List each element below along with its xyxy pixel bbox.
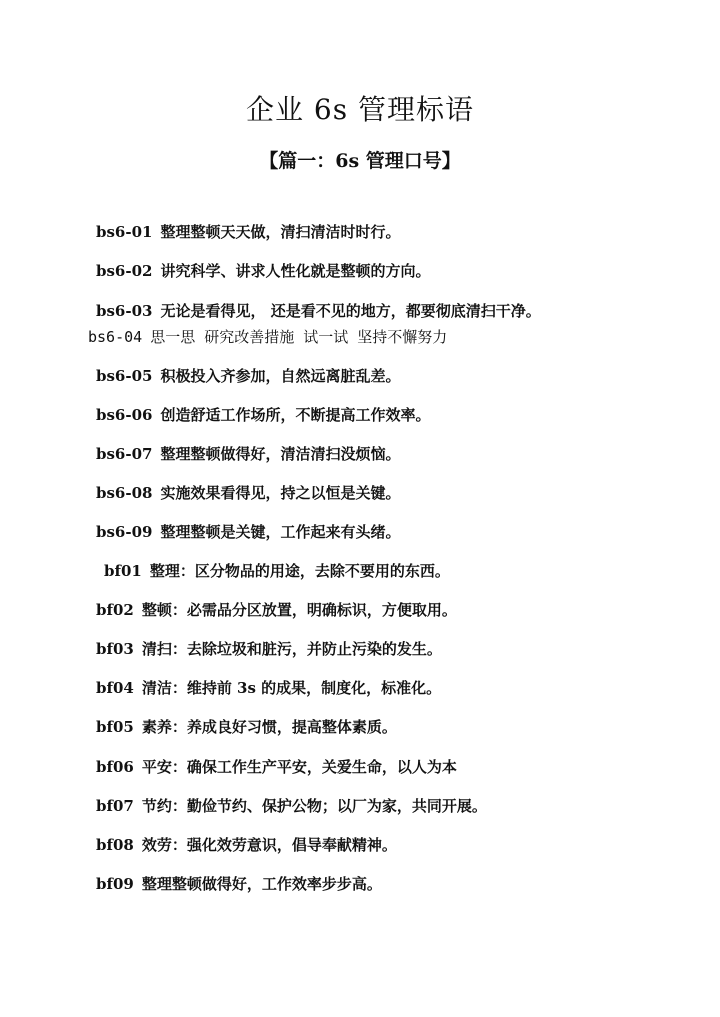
slogan-code: bf07: [96, 797, 134, 815]
list-item: [96, 600, 457, 620]
list-item: [96, 301, 541, 321]
slogan-text: 整理整顿是关键，工作起来有头绪。: [160, 523, 401, 541]
slogan-text: 整理整顿做得好，清洁清扫没烦恼。: [160, 445, 401, 463]
slogan-text: 实施效果看得见，持之以恒是关键。: [160, 484, 401, 502]
slogan-code: bf01: [104, 562, 142, 580]
slogan-text: 素养：养成良好习惯，提高整体素质。: [141, 718, 397, 736]
slogan-text: 无论是看得见， 还是看不见的地方，都要彻底清扫干净。: [160, 302, 541, 320]
slogan-code: bs6-05: [96, 367, 153, 385]
slogan-text: 清洁：维持前 3s 的成果，制度化，标准化。: [141, 679, 442, 697]
slogan-text: 创造舒适工作场所，不断提高工作效率。: [160, 406, 431, 424]
slogan-code: bs6-09: [96, 523, 153, 541]
slogan-code: bs6-03: [96, 302, 153, 320]
list-item: [96, 522, 401, 542]
slogan-text: 积极投入齐参加，自然远离脏乱差。: [160, 367, 401, 385]
list-item: [96, 835, 397, 855]
slogan-code: bf03: [96, 640, 134, 658]
list-item: [96, 717, 397, 737]
slogan-text: 整理整顿天天做，清扫清洁时时行。: [160, 223, 401, 241]
slogan-code: bf04: [96, 679, 134, 697]
slogan-text: 清扫：去除垃圾和脏污，并防止污染的发生。: [141, 640, 442, 658]
slogan-code: bs6-02: [96, 262, 153, 280]
list-item: [96, 796, 487, 816]
slogan-text: 整顿：必需品分区放置，明确标识，方便取用。: [141, 601, 457, 619]
slogan-code: bf08: [96, 836, 134, 854]
slogan-code: bf09: [96, 875, 134, 893]
slogan-code: bs6-06: [96, 406, 153, 424]
slogan-code: bs6-01: [96, 223, 153, 241]
slogan-code: bs6-04: [88, 328, 143, 346]
list-item: [88, 327, 447, 347]
list-item: [96, 639, 442, 659]
slogan-text: 讲究科学、讲求人性化就是整顿的方向。: [160, 262, 431, 280]
list-item: [96, 366, 401, 386]
list-item: [96, 222, 401, 242]
slogan-code: bf02: [96, 601, 134, 619]
page-title: 企业 6s 管理标语: [246, 93, 474, 126]
list-item: [104, 561, 450, 581]
slogan-text: 整理整顿做得好，工作效率步步高。: [141, 875, 382, 893]
list-item: [96, 757, 457, 777]
slogan-text: 思一思 研究改善措施 试一试 坚持不懈努力: [150, 328, 448, 346]
slogan-code: bs6-07: [96, 445, 153, 463]
slogan-text: 效劳：强化效劳意识，倡导奉献精神。: [141, 836, 397, 854]
slogan-code: bf05: [96, 718, 134, 736]
slogan-text: 平安：确保工作生产平安，关爱生命，以人为本: [141, 758, 457, 776]
list-item: [96, 483, 401, 503]
list-item: [96, 874, 382, 894]
section-heading: 【篇一：6s 管理口号】: [259, 150, 461, 172]
list-item: [96, 444, 401, 464]
list-item: [96, 678, 441, 698]
slogan-text: 节约：勤俭节约、保护公物；以厂为家，共同开展。: [141, 797, 487, 815]
slogan-code: bs6-08: [96, 484, 153, 502]
list-item: [96, 261, 431, 281]
list-item: [96, 405, 431, 425]
slogan-code: bf06: [96, 758, 134, 776]
slogan-text: 整理：区分物品的用途，去除不要用的东西。: [149, 562, 450, 580]
